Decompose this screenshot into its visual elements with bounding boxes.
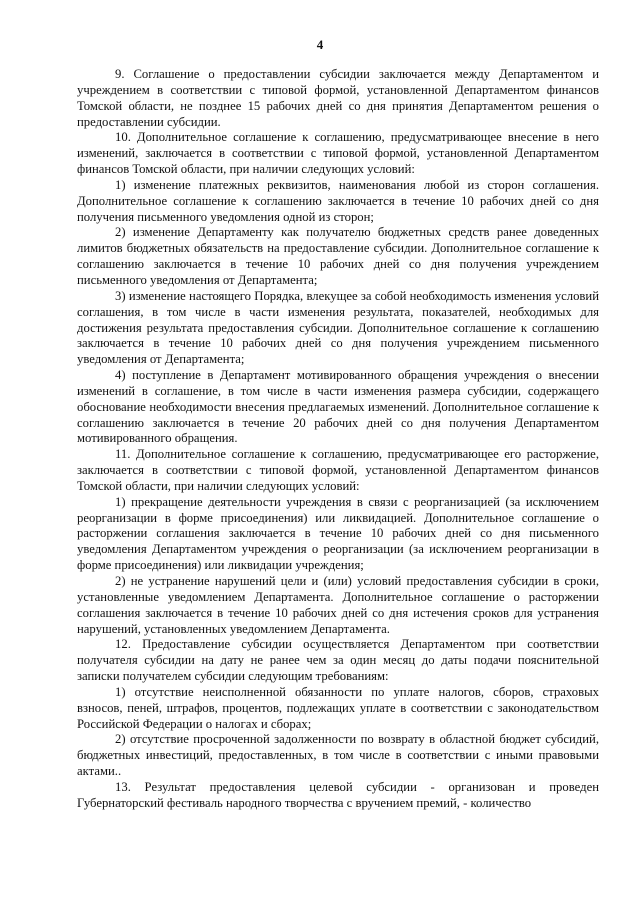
- paragraph-11-item-2: 2) не устранение нарушений цели и (или) условий предоставления субсидии в сроки, установленные уведомлением Департамента. Дополнительное соглашение о расторжении соглашения заключается в течение 10 рабочих дней со дня истечения сроков для устранения нарушений, установленных уведомлением Департамента.: [77, 574, 599, 636]
- paragraph-10-item-3: 3) изменение настоящего Порядка, влекущее за собой необходимость изменения условий соглашения, в том числе в части изменения результата, показателей, необходимых для достижения результата предоставления субсидии. Дополнительное соглашение к соглашению заключается в течение 10 рабочих дней со дня получения учреждением письменного уведомления от Департамента;: [77, 288, 599, 367]
- paragraph-10-item-2: 2) изменение Департаменту как получателю бюджетных средств ранее доведенных лимитов бюджетных обязательств на предоставление субсидии. Дополнительное соглашение к соглашению заключается в течение 10 рабочих дней со дня получения учреждением письменного уведомления от Департамента;: [77, 225, 599, 287]
- paragraph-10: 10. Дополнительное соглашение к соглашению, предусматривающее внесение в него изменений, заключается в соответствии с типовой формой, установленной Департаментом финансов Томской области, при наличии следующих условий:: [77, 130, 599, 177]
- paragraph-12-item-1: 1) отсутствие неисполненной обязанности по уплате налогов, сборов, страховых взносов, пеней, штрафов, процентов, подлежащих уплате в соответствии с законодательством Российской Федерации о налогах и сборах;: [77, 684, 599, 731]
- paragraph-13: 13. Результат предоставления целевой субсидии - организован и проведен Губернаторский фестиваль народного творчества с вручением премий, - количество: [77, 779, 599, 810]
- paragraph-10-item-1: 1) изменение платежных реквизитов, наименования любой из сторон соглашения. Дополнительное соглашение к соглашению заключается в течение 10 рабочих дней со дня получения письменного уведомления одной из сторон;: [77, 177, 599, 224]
- paragraph-10-item-4: 4) поступление в Департамент мотивированного обращения учреждения о внесении изменений в соглашение, в том числе в части изменения размера субсидии, содержащего обоснование необходимости внесения предлагаемых изменений. Дополнительное соглашение к соглашению заключается в течение 20 рабочих дней со дня получения Департаментом мотивированного обращения.: [77, 368, 599, 446]
- paragraph-11-item-1: 1) прекращение деятельности учреждения в связи с реорганизацией (за исключением реорганизации в форме присоединения) или ликвидацией. Дополнительное соглашение о расторжении соглашения заключается в течение 10 рабочих дней со дня письменного уведомления Департаментом учреждения о реорганизации (за исключением реорганизации в форме присоединения) или ликвидации учреждения;: [77, 494, 599, 573]
- paragraph-12: 12. Предоставление субсидии осуществляется Департаментом при соответствии получателя субсидии на дату не ранее чем за один месяц до даты подачи пояснительной записки получателем субсидии следующим требованиям:: [77, 637, 599, 684]
- paragraph-11: 11. Дополнительное соглашение к соглашению, предусматривающее его расторжение, заключается в соответствии с типовой формой, установленной Департаментом финансов Томской области, при наличии следующих условий:: [77, 447, 599, 493]
- page-number: 4: [316, 37, 324, 52]
- document-body: [77, 67, 599, 812]
- paragraph-12-item-2: 2) отсутствие просроченной задолженности по возврату в областной бюджет субсидий, бюджетных инвестиций, предоставленных, в том числе в соответствии с иными правовыми актами..: [77, 732, 599, 779]
- paragraph-9: 9. Соглашение о предоставлении субсидии заключается между Департаментом и учреждением в соответствии с типовой формой, установленной Департаментом финансов Томской области, не позднее 15 рабочих дней со дня принятия Департаментом решения о предоставлении субсидии.: [77, 67, 599, 129]
